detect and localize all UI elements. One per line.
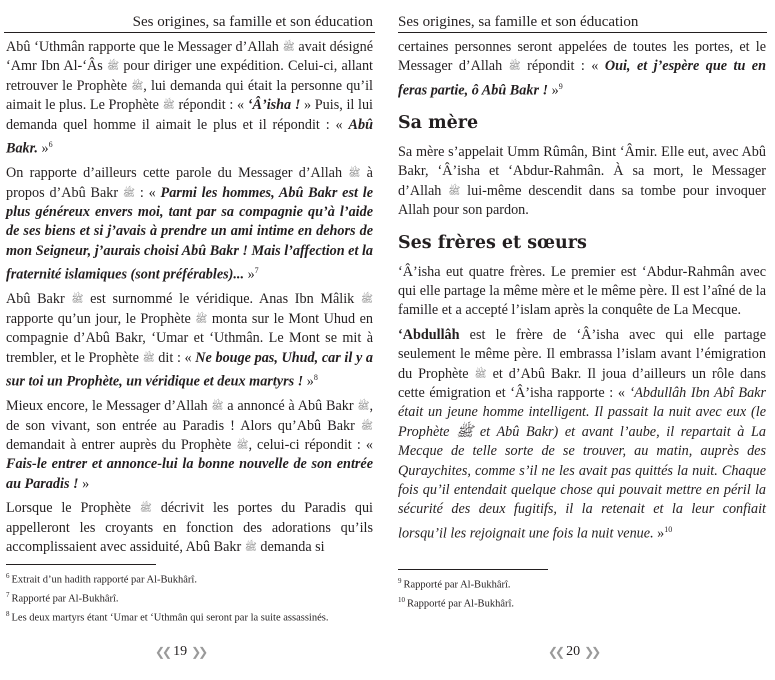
paragraph: Lorsque le Prophète ﷺ décrivit les portes du Paradis qui appelleront les croyants en fonction des adorations qu’ils accomplissaient avec assiduité, Abû Bakr ﷺ demanda si: [6, 500, 373, 555]
hadith-quote: Ne bouge pas, Uhud, car il y a sur toi un Prophète, un véridique et deux martyrs !: [6, 349, 373, 390]
paragraph: Sa mère s’appelait Umm Rûmân, Bint ‘Âmir. Elle eut, avec Abû Bakr, ‘Â’isha et ‘Abdur-Rahmân. À sa mort, le Messager d’Allah ﷺ lui-même descendit dans sa tombe pour invoquer Allah pour son pardon.: [398, 143, 766, 219]
honorific-icon: ﷺ: [357, 401, 370, 413]
footnote: $^7$ Rapporté par Al-Bukhârî.: [6, 591, 119, 605]
hadith-quote: Fais-le entrer et annonce-lui la bonne nouvelle de son entrée au Paradis !: [6, 456, 373, 492]
header-rule: [398, 32, 767, 33]
honorific-icon: ﷺ: [122, 187, 136, 199]
section-title-siblings: Ses frères et sœurs: [398, 232, 587, 253]
honorific-icon: ﷺ: [474, 368, 487, 380]
honorific-icon: ﷺ: [211, 401, 224, 413]
running-header: Ses origines, sa famille et son éducation: [132, 14, 373, 30]
footnote: $^6$ Extrait d’un hadith rapporté par Al-Bukhârî.: [6, 572, 197, 586]
paragraph: Mieux encore, le Messager d’Allah ﷺ a annoncé à Abû Bakr ﷺ, de son vivant, son entrée au Paradis ! Alors qu’Abû Bakr ﷺ demandait à entrer auprès du Prophète ﷺ, celui-ci répondit : « Fais-le entrer et annonce-lui la bonne nouvelle de son entrée au Paradis ! »: [6, 398, 373, 492]
honorific-icon: ﷺ: [448, 185, 461, 197]
honorific-icon: ﷺ: [142, 352, 155, 364]
footnotes: [6, 569, 373, 626]
honorific-icon: ﷺ: [282, 42, 295, 53]
ornament-right-icon: ❯❯: [584, 645, 599, 659]
ornament-left-icon: ❮❮: [155, 645, 170, 659]
footnote-rule: [6, 564, 156, 565]
paragraph: ‘Abdullâh est le frère de ‘Â’isha avec qui elle partage seulement le même père. Il embrassa l’islam avant l’émigration du Prophète ﷺ et d’Abû Bakr. Il joua d’ailleurs un rôle dans cette émigration et ‘Â’isha rapporte : « ‘Abdullâh Ibn Abî Bakr était un jeune homme intelligent. Il passait la nuit avec eux (le Prophète ﷺ et Abû Bakr) et avant l’aube, il repartait à La Mecque de telle sorte de se trouver, au matin, auprès des Quraychites, comme s’il ne les avait pas quittés la nuit. Chaque fois qu’il entendait quelque chose qui pouvait mettre en péril la sécurité des deux fugitifs, il la retenait et la leur confiait lorsqu’il les rejoignait une fois la nuit venue. »$^{10}$: [398, 326, 766, 542]
body-text: [6, 38, 373, 562]
honorific-icon: ﷺ: [508, 61, 521, 73]
paragraph: Abû Bakr ﷺ est surnommé le véridique. Anas Ibn Mâlik ﷺ rapporte qu’un jour, le Prophète ﷺ monta sur le Mont Uhud en compagnie d’Abû Bakr, ‘Umar et ‘Uthmân. Le Mont se mit à trembler, et le Prophète ﷺ dit : « Ne bouge pas, Uhud, car il y a sur toi un Prophète, un véridique et deux martyrs ! »$^8$: [6, 291, 373, 390]
honorific-icon: ﷺ: [71, 294, 84, 306]
header-rule: [4, 32, 375, 33]
honorific-icon: ﷺ: [131, 80, 144, 92]
hadith-quote: Abû Bakr.: [6, 116, 373, 157]
paragraph: certaines personnes seront appelées de toutes les portes, et le Messager d’Allah ﷺ répondit : « Oui, et j’espère que tu en feras partie, ô Abû Bakr ! »$^9$: [398, 39, 766, 99]
ornament-right-icon: ❯❯: [191, 645, 206, 659]
footnote-rule: [398, 569, 548, 570]
honorific-icon: ﷺ: [348, 168, 361, 180]
ornament-left-icon: ❮❮: [548, 645, 563, 659]
honorific-icon: ﷺ: [106, 61, 120, 73]
footnote-ref: 9: [558, 81, 563, 91]
body-text: [398, 38, 766, 549]
hadith-quote: Oui, et j’espère que tu en feras partie, ô Abû Bakr !: [398, 58, 766, 99]
footnote: $^8$ Les deux martyrs étant ‘Umar et ‘Uthmân qui seront par la suite assassinés.: [6, 610, 329, 624]
honorific-icon: ﷺ: [244, 541, 257, 553]
footnote-ref: 10: [664, 524, 673, 534]
honorific-icon: ﷺ: [360, 420, 373, 432]
footnotes: [398, 574, 765, 612]
footnote-ref: 7: [254, 266, 259, 276]
paragraph: Abû ‘Uthmân rapporte que le Messager d’Allah ﷺ avait désigné ‘Amr Ibn Al-‘Âs ﷺ pour diriger une expédition. Celui-ci, allant retrouver le Prophète ﷺ, lui demanda qui était la personne qu’il aimait le plus. Le Prophète ﷺ répondit : « ‘Â’isha ! » Puis, il lui demanda quel homme il aimait le plus et il répondit : « Abû Bakr. »$^6$: [6, 39, 374, 157]
left-page: [0, 0, 387, 680]
honorific-icon: ﷺ: [195, 313, 208, 325]
paragraph: On rapporte d’ailleurs cette parole du Messager d’Allah ﷺ à propos d’Abû Bakr ﷺ : « Parmi les hommes, Abû Bakr est le plus généreux envers moi, tant par sa compagnie qu’à l’aide de ses biens et si j’avais à prendre un ami intime en dehors de mon Seigneur, j’aurais choisi Abû Bakr ! Mais l’affection et la fraternité islamiques (sont préférables)... »$^7$: [6, 165, 373, 283]
paragraph: ‘Â’isha eut quatre frères. Le premier est ‘Abdur-Rahmân avec qui elle partage la même mère et le même père. Il est l’aîné de la famille et a accepté l’islam après la conquête de La Mecque.: [398, 263, 766, 319]
hadith-quote: Parmi les hommes, Abû Bakr est le plus généreux envers moi, tant par sa compagnie qu’à l’aide de ses biens et si j’avais à prendre un ami intime en dehors de mon Seigneur, j’aurais choisi Abû Bakr ! Mais l’affection et la fraternité islamiques (sont préférables)...: [6, 184, 373, 283]
page-number: ❮❮ 20 ❯❯: [548, 644, 599, 659]
section-title-mother: Sa mère: [398, 112, 479, 133]
honorific-icon: ﷺ: [139, 503, 152, 515]
running-header: Ses origines, sa famille et son éducation: [398, 14, 639, 30]
narration-quote: ‘Abdullâh Ibn Abî Bakr était un jeune homme intelligent. Il passait la nuit avec eux (le Prophète ﷺ et Abû Bakr) et avant l’aube, il repartait à La Mecque de telle sorte de se trouver, au matin, auprès des Quraychites, comme s’il ne les avait pas quittés la nuit. Chaque fois qu’il entendait quelque chose qui pouvait mettre en péril la sécurité des deux fugitifs, il la retenait et la leur confiait lorsqu’il les rejoignait une fois la nuit venue.: [398, 385, 766, 542]
footnote: $^9$ Rapporté par Al-Bukhârî.: [398, 577, 511, 591]
honorific-icon: ﷺ: [162, 100, 175, 112]
honorific-icon: ﷺ: [360, 294, 373, 306]
honorific-icon: ﷺ: [236, 439, 249, 451]
page-number: ❮❮ 19 ❯❯: [155, 644, 206, 659]
hadith-quote: ‘Â’isha !: [247, 97, 301, 114]
right-page: [388, 0, 775, 680]
footnote-ref: 8: [313, 372, 318, 382]
name-emphasis: ‘Abdullâh: [398, 326, 460, 343]
footnote-ref: 6: [48, 140, 53, 150]
footnote: $^{10}$ Rapporté par Al-Bukhârî.: [398, 596, 515, 610]
